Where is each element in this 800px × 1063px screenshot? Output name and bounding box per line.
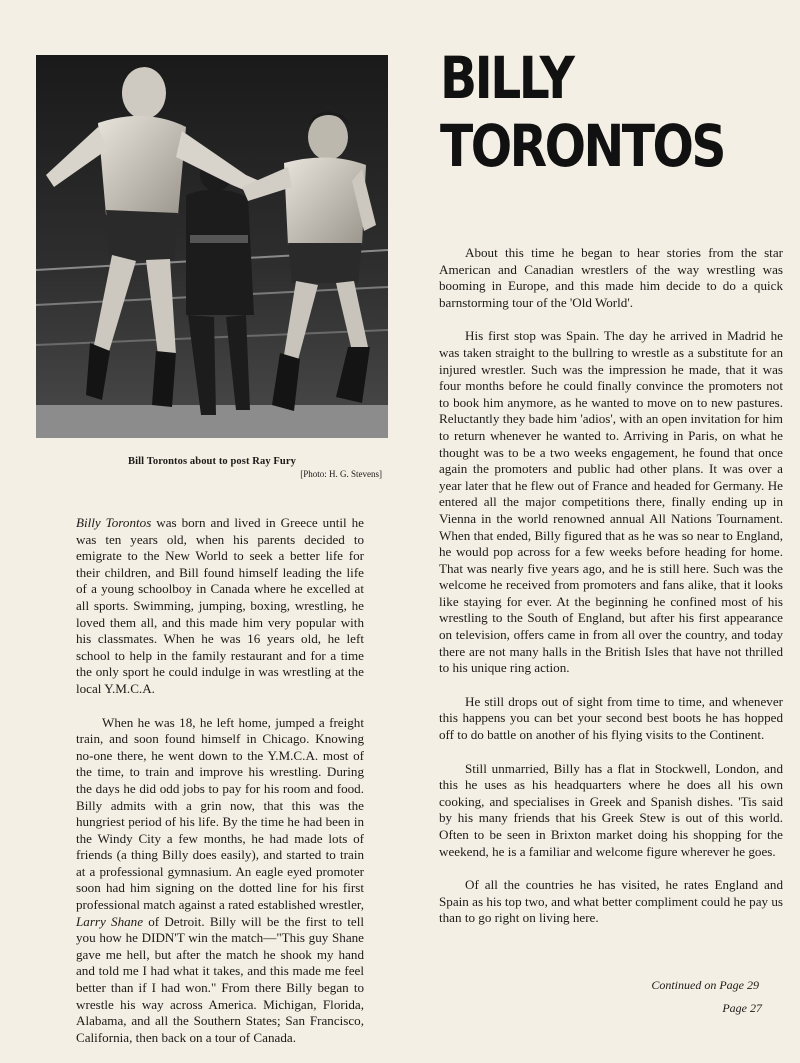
left-paragraph-2 bbox=[76, 715, 364, 1047]
left-column bbox=[76, 515, 364, 1063]
left-paragraph-1-text: was born and lived in Greece until he was ten years old, when his parents decided to emigrate to the New World to seek a better life for their children, and Bill found himself leading the life of a young schoolboy in Canada where he excelled at all sports. Swimming, jumping, boxing, wrestling, he loved them all, and this made him very popular with his classmates. When he was 16 years old, he left school to help in the family restaurant and for a time the only sport he could indulge in was wrestling at the local Y.M.C.A. bbox=[76, 515, 364, 696]
caption-text: Bill Torontos about to post Ray Fury bbox=[128, 456, 296, 467]
left-paragraph-2-text-a: When he was 18, he left home, jumped a freight train, and soon found himself in Chicago. Knowing no-one there, he went down to the Y.M.C.A. most of the time, to train and improve his wrestling. During the days he did odd jobs to pay for his room and food. Billy admits with a grin now, that this was the hungriest period of his life. By the time he had been in the Windy City a few months, he had made lots of friends (a thing Billy does easily), and started to train at a professional gymnasium. An eagle eyed promoter soon had him signing on the dotted line for his first professional match against a rated established wrestler, bbox=[76, 714, 364, 913]
wrestlers-illustration bbox=[36, 55, 388, 438]
name-larry-shane: Larry Shane bbox=[76, 913, 144, 929]
right-paragraph-1: About this time he began to hear stories from the star American and Canadian wrestlers of the way wrestling was booming in Europe, and this made him decide to do a quick barnstorming tour of the 'Old World'. bbox=[439, 245, 783, 310]
right-paragraph-5: Of all the countries he has visited, he rates England and Spain as his top two, and what better compliment could he pay us than to go right on living here. bbox=[439, 877, 783, 926]
right-paragraph-3: He still drops out of sight from time to time, and whenever this happens you can bet your second best boots he has hopped off to do battle on another of his flying visits to the Continent. bbox=[439, 693, 783, 743]
title-line-2: TORONTOS bbox=[440, 112, 724, 180]
left-paragraph-1 bbox=[76, 515, 364, 698]
right-paragraph-4: Still unmarried, Billy has a flat in Stockwell, London, and this he uses as his headquarters where he does all his own cooking, and specialises in Greek and Spanish dishes. 'Tis said by his many friends that his Greek Stew is out of this world. Often to be seen in Brixton market doing his shopping for the weekend, he is a familiar and welcome figure wherever he goes. bbox=[439, 760, 783, 859]
title-line-1: BILLY bbox=[440, 44, 573, 112]
wrestling-photo bbox=[36, 55, 388, 438]
name-billy-torontos: Billy Torontos bbox=[76, 515, 152, 530]
photo-credit: [Photo: H. G. Stevens] bbox=[300, 469, 382, 479]
right-paragraph-2: His first stop was Spain. The day he arrived in Madrid he was taken straight to the bullring to wrestle as a substitute for an injured wrestler. Such was the impression he made, that it was four months before he could finally convince the promoters not to book him anymore, as he wanted to move on to new pastures. Reluctantly they bade him 'adios', with an open invitation for him to return whenever he wanted to. Arriving in Paris, on what he thought was to be a two weeks engagement, he found that once again the promoters and public had other plans. It was over a year later that he flew out of France and headed for Germany. He entered all the major competitions there, finally ending up in Vienna in the world renowned annual All Nations Tournament. When that ended, Billy figured that as he was so near to England, he would pop across for a few weeks before heading for home. That was nearly five years ago, and he is still here. Such was the welcome he received from promoters and fans alike, that it looks like staying for ever. At the beginning he confined most of his wrestling to the South of England, but after his first appearance on television, offers came in from all over the country, and today there are not many halls in the British Isles that have not thrilled to his unique ring action. bbox=[439, 328, 783, 676]
right-column bbox=[439, 245, 783, 944]
photo-caption bbox=[36, 456, 388, 479]
left-paragraph-2-text-b: of Detroit. Billy will be the first to tell you how he DIDN'T win the match—"This guy Shane gave me hell, but after the match he shook my hand and told me I had what it takes, and this made me feel better than if I had won." From there Billy began to wrestle his way across America. Michigan, Florida, Alabama, and all the Southern States; San Francisco, California, then back on a tour of Canada. bbox=[76, 913, 364, 1045]
page-number: Page 27 bbox=[722, 1001, 762, 1015]
continued-note: Continued on Page 29 bbox=[651, 978, 759, 992]
article-title bbox=[440, 44, 726, 180]
